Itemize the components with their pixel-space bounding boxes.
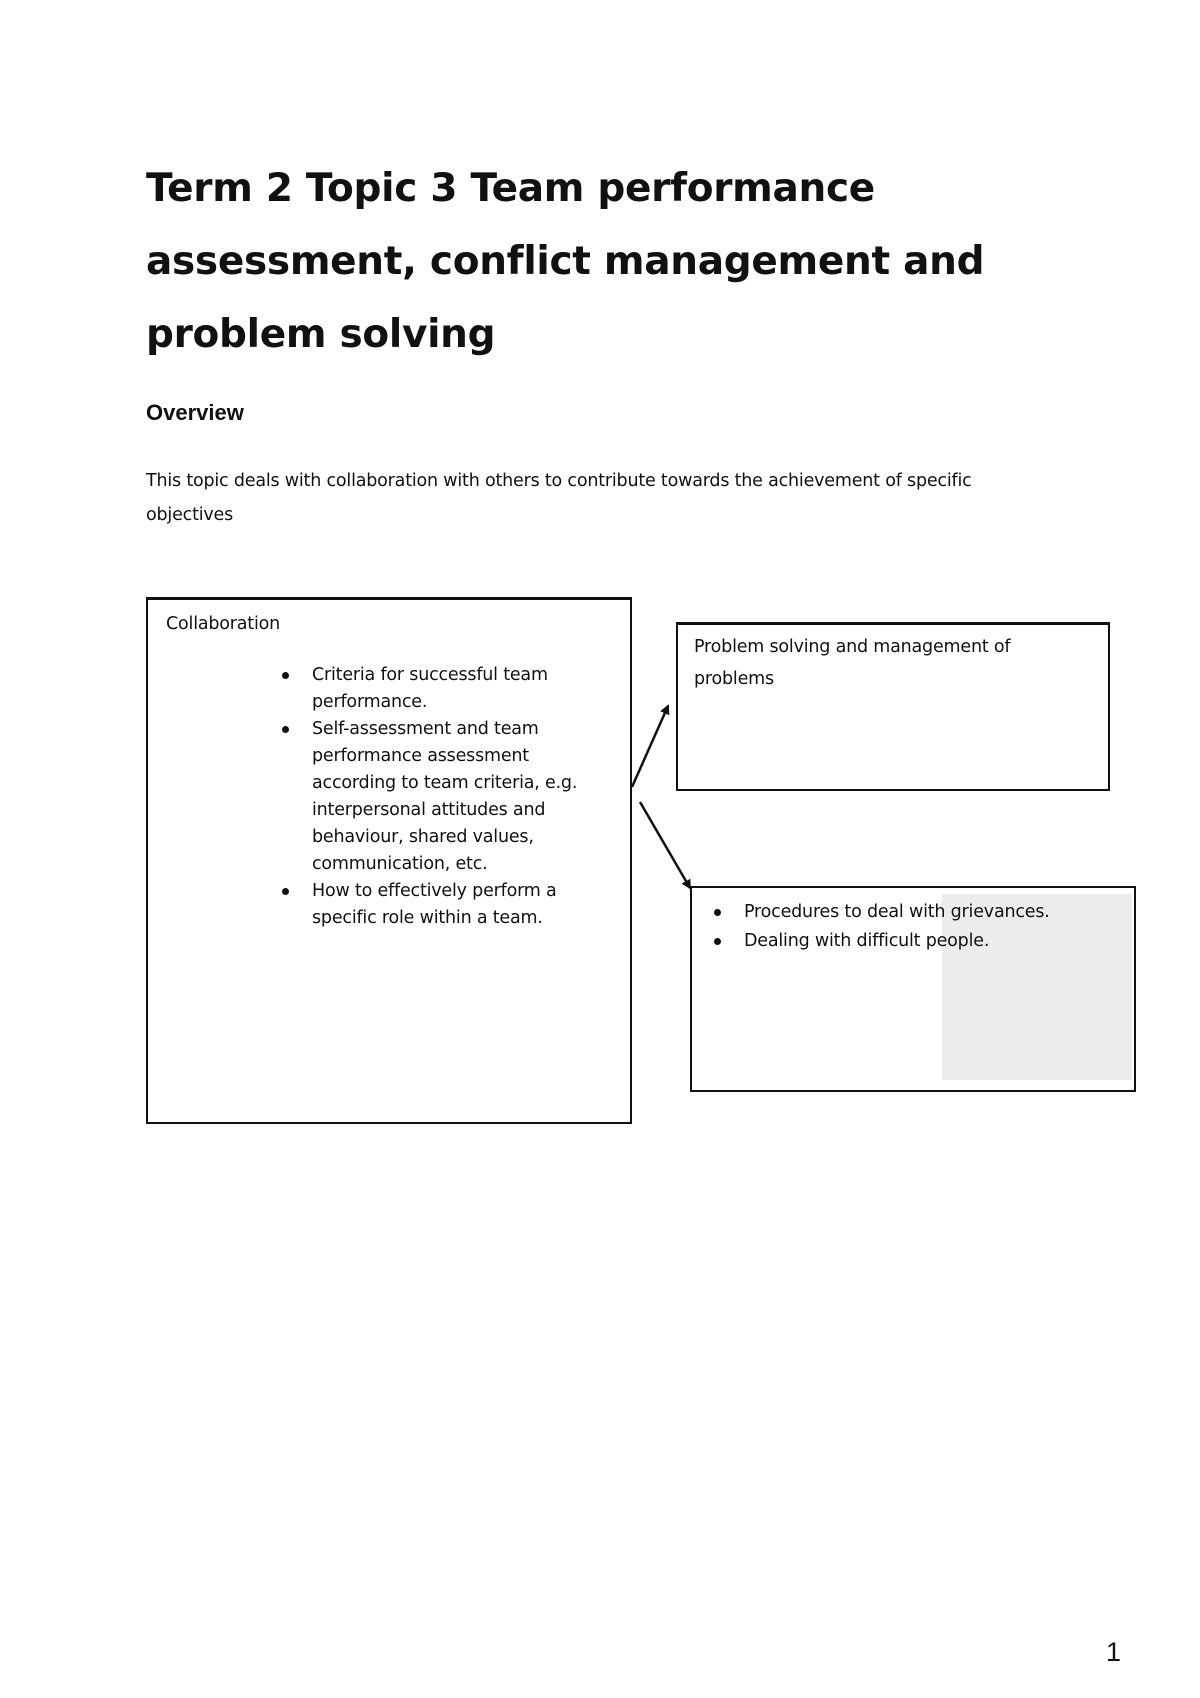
collaboration-heading: Collaboration: [166, 614, 281, 634]
arrow-to-conflict: [640, 802, 690, 888]
collaboration-list: [312, 662, 612, 932]
overview-heading: Overview: [146, 400, 244, 425]
arrow-to-problem-solving: [632, 706, 668, 787]
collaboration-box: [146, 597, 632, 1124]
problem-solving-box: [676, 622, 1110, 791]
page-title: Term 2 Topic 3 Team performance assessment, conflict management and problem solving: [146, 166, 985, 357]
list-item: [312, 662, 612, 716]
list-item-text: Self-assessment and team performance assessment according to team criteria, e.g. interpersonal attitudes and behaviour, shared values, communication, etc.: [312, 719, 578, 874]
bullet-icon: [714, 938, 721, 945]
list-item: [744, 898, 1124, 927]
list-item: [312, 716, 612, 878]
list-item: [312, 878, 612, 932]
problem-solving-heading: Problem solving and management of problems: [694, 637, 1011, 689]
conflict-list: [744, 898, 1124, 956]
list-item-text: How to effectively perform a specific role within a team.: [312, 881, 557, 928]
bullet-icon: [714, 909, 721, 916]
conflict-box: [690, 886, 1136, 1092]
list-item: [744, 927, 1124, 956]
list-item-text: Criteria for successful team performance.: [312, 665, 548, 712]
bullet-icon: [282, 672, 289, 679]
page-number: 1: [1106, 1637, 1122, 1667]
intro-paragraph: This topic deals with collaboration with others to contribute towards the achievement of specific objectives: [146, 471, 972, 525]
list-item-text: Dealing with difficult people.: [744, 931, 990, 951]
bullet-icon: [282, 888, 289, 895]
bullet-icon: [282, 726, 289, 733]
list-item-text: Procedures to deal with grievances.: [744, 902, 1050, 922]
